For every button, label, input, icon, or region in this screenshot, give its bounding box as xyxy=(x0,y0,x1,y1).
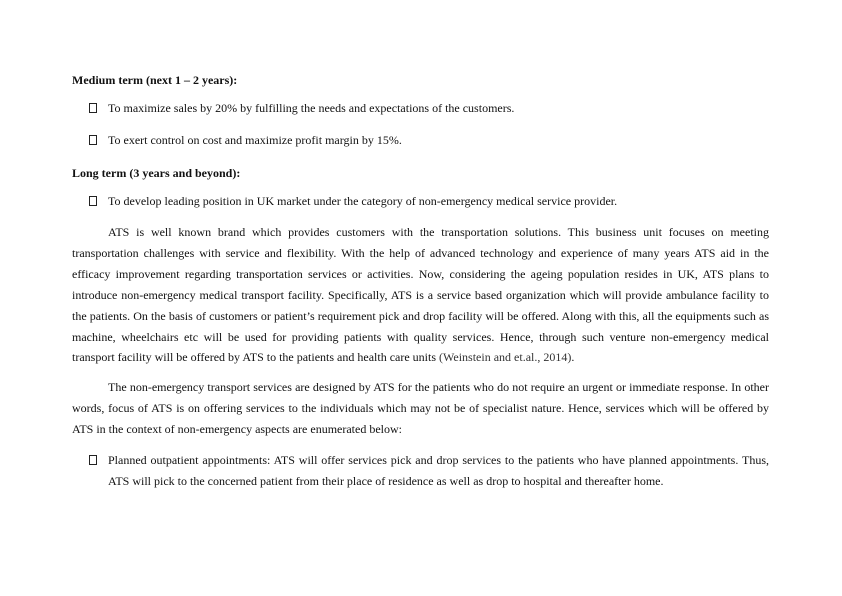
long-term-heading: Long term (3 years and beyond): xyxy=(72,166,241,180)
list-item xyxy=(72,450,769,492)
list-item xyxy=(72,130,769,151)
paragraph-non-emergency: The non-emergency transport services are designed by ATS for the patients who do not require an urgent or immediate response. In other words, focus of ATS is on offering services to the individuals which may not be of specialist nature. Hence, services which will be offered by ATS in the context of non-emergency aspects are enumerated below: xyxy=(72,380,769,436)
list-item-text: To develop leading position in UK market under the category of non-emergency medical service provider. xyxy=(108,194,618,208)
list-item xyxy=(72,191,769,212)
bullet-box-icon xyxy=(89,455,97,465)
list-item-text: To maximize sales by 20% by fulfilling the needs and expectations of the customers. xyxy=(108,101,515,115)
bullet-box-icon xyxy=(89,135,97,145)
citation: (Weinstein and et.al., 2014) xyxy=(439,350,572,365)
list-item-text: To exert control on cost and maximize profit margin by 15%. xyxy=(108,133,402,147)
paragraph-end: . xyxy=(571,350,575,365)
paragraph-text: ATS is well known brand which provides customers with the transportation solutions. This business unit focuses on meeting transportation challenges with service and flexibility. With the help of advanced technology and experience of many years ATS aid in the efficacy improvement regarding transportation services or activities. Now, considering the ageing population resides in UK, ATS plans to introduce non-emergency medical transport facility. Specifically, ATS is a service based organization which will provide ambulance facility to the patients. On the basis of customers or patient’s requirement pick and drop facility will be offered. Along with this, all the equipments such as machine, wheelchairs etc will be used for providing patients with quality services. Hence, through such venture non-emergency medical transport facility will be offered by ATS to the patients and health care units xyxy=(72,225,769,365)
list-item xyxy=(72,98,769,119)
paragraph-ats-overview xyxy=(72,222,769,368)
medium-term-heading: Medium term (next 1 – 2 years): xyxy=(72,73,238,87)
list-item-text: Planned outpatient appointments: ATS will offer services pick and drop services to the patients who have planned appointments. Thus, ATS will pick to the concerned patient from their place of residence as well as drop to hospital and thereafter home. xyxy=(108,453,769,488)
bullet-box-icon xyxy=(89,103,97,113)
bullet-box-icon xyxy=(89,196,97,206)
